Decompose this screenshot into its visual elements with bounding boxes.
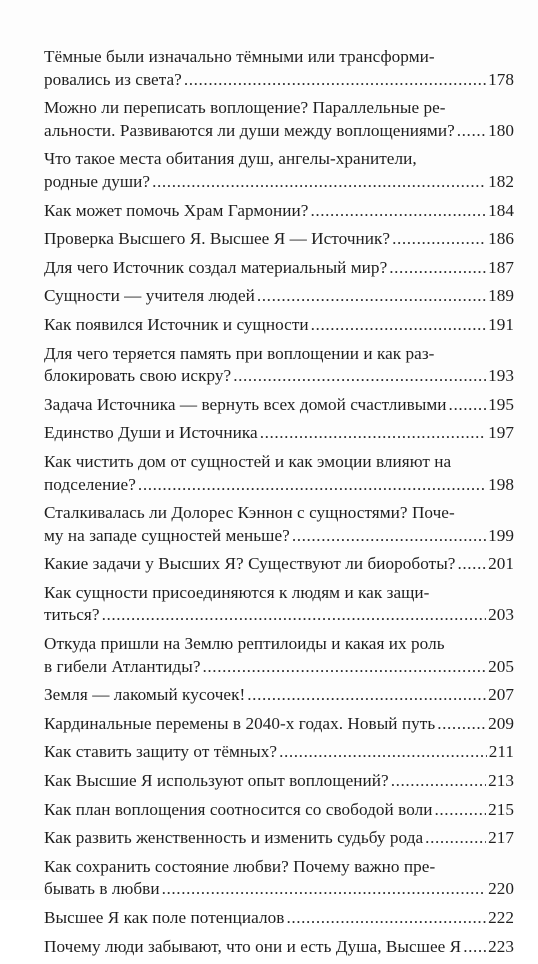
toc-entry-last-line — [44, 827, 514, 850]
toc-entry-title-line: Как чистить дом от сущностей и как эмоции влияют на — [44, 451, 452, 471]
toc-entry — [44, 451, 514, 496]
toc-entry-last-line — [44, 200, 514, 223]
toc-entry-title-line: блокировать свою искру? — [44, 366, 232, 386]
toc-entry-last-line — [44, 422, 514, 445]
toc-entry-title-line: родные души? — [44, 171, 151, 191]
toc-entry — [44, 502, 514, 547]
dot-leader — [138, 474, 486, 497]
toc-entry-title-line: Земля — лакомый кусочек! — [44, 685, 246, 705]
toc-entry-title-line: бывать в любви — [44, 879, 160, 899]
toc-entry-last-line — [44, 713, 514, 736]
toc-entry — [44, 343, 514, 388]
toc-page-number: 199 — [488, 525, 514, 545]
toc-entry-title-line: Для чего Источник создал материальный мир? — [44, 257, 388, 277]
toc-entry-title-line: подселение? — [44, 474, 136, 494]
toc-entry-title-line: Как ставить защиту от тёмных? — [44, 742, 278, 762]
toc-entry-title-line: Сущности — учителя людей — [44, 286, 255, 306]
dot-leader — [102, 604, 486, 627]
toc-entry-title-line: Кардинальные перемены в 2040-х годах. Новый путь — [44, 713, 436, 733]
toc-entry-title-line: Что такое места обитания душ, ангелы-хранители, — [44, 149, 417, 169]
toc-page-number: 217 — [488, 828, 514, 848]
toc-entry — [44, 713, 514, 736]
toc-page-number: 207 — [488, 685, 514, 705]
toc-entry — [44, 285, 514, 308]
toc-entry-title-line: му на западе сущностей меньше? — [44, 525, 290, 545]
toc-entry — [44, 633, 514, 678]
toc-entry-title-line: Высшее Я как поле потенциалов — [44, 908, 285, 927]
dot-leader — [463, 936, 486, 959]
toc-page-number: 197 — [488, 423, 514, 443]
toc-entry-last-line — [44, 394, 514, 417]
toc-entry-title-line: Как сохранить состояние любви? Почему важно пре- — [44, 856, 436, 876]
toc-page-number: 203 — [488, 605, 514, 625]
toc-entry-last-line — [44, 936, 514, 959]
dot-leader — [247, 684, 486, 707]
toc-page-number: 205 — [488, 656, 514, 676]
toc-page-number: 201 — [488, 554, 514, 574]
dot-leader — [391, 770, 486, 793]
dot-leader — [457, 553, 486, 576]
toc-entry — [44, 46, 514, 91]
toc-entry-last-line — [44, 474, 514, 497]
toc-entry-last-line — [44, 878, 514, 901]
toc-page-number: 193 — [488, 366, 514, 386]
toc-entry-title-line: Можно ли переписать воплощение? Параллельные ре- — [44, 98, 446, 118]
dot-leader — [203, 656, 487, 679]
toc-page-number: 222 — [488, 908, 514, 927]
toc-entry-title-line: Откуда пришли на Землю рептилоиды и какая их роль — [44, 634, 445, 654]
toc-entry — [44, 799, 514, 822]
toc-entry-last-line — [44, 69, 514, 92]
dot-leader — [152, 171, 486, 194]
toc-entry-title-line: Как сущности присоединяются к людям и как защи- — [44, 582, 430, 602]
toc-entry-last-line — [44, 684, 514, 707]
dot-leader — [437, 713, 486, 736]
dot-leader — [310, 200, 486, 223]
toc-entry — [44, 936, 514, 959]
toc-entry-last-line — [44, 257, 514, 280]
toc-page-number: 215 — [488, 799, 514, 819]
toc-page-number: 186 — [488, 229, 514, 249]
toc-entry — [44, 257, 514, 280]
toc-entry-title-line: Задача Источника — вернуть всех домой счастливыми — [44, 394, 447, 414]
toc-entry-title-line: Как появился Источник и сущности — [44, 314, 309, 334]
dot-leader — [233, 365, 486, 388]
dot-leader — [184, 69, 486, 92]
toc-page-number: 211 — [488, 742, 514, 762]
toc-entry — [44, 907, 514, 930]
toc-page-number: 213 — [488, 771, 514, 791]
toc-entry-title-line: Как может помочь Храм Гармонии? — [44, 200, 309, 220]
dot-leader — [311, 314, 486, 337]
toc-entry — [44, 684, 514, 707]
dot-leader — [457, 120, 486, 143]
toc-entry-title-line: Почему люди забывают, что они и есть Душа, Высшее Я — [44, 936, 462, 956]
toc-page-number: 195 — [488, 394, 514, 414]
toc-entry-title-line: Единство Души и Источника — [44, 423, 258, 443]
toc-entry-last-line — [44, 171, 514, 194]
toc-entry-last-line — [44, 907, 514, 930]
toc-entry-last-line — [44, 120, 514, 143]
dot-leader — [292, 525, 486, 548]
toc-entry-title-line: в гибели Атлантиды? — [44, 656, 201, 676]
dot-leader — [389, 257, 486, 280]
toc-page-number: 191 — [488, 314, 514, 334]
dot-leader — [260, 422, 486, 445]
toc-entry-title-line: Сталкивалась ли Долорес Кэннон с сущностями? Поче- — [44, 503, 455, 523]
toc-entry — [44, 741, 514, 764]
dot-leader — [425, 827, 486, 850]
dot-leader — [435, 799, 487, 822]
toc-entry — [44, 200, 514, 223]
toc-entry — [44, 228, 514, 251]
toc-entry — [44, 97, 514, 142]
table-of-contents — [44, 46, 514, 964]
toc-entry-title-line: Проверка Высшего Я. Высшее Я — Источник? — [44, 229, 391, 249]
toc-page-number: 198 — [488, 474, 514, 494]
toc-entry-title-line: Какие задачи у Высших Я? Существуют ли биороботы? — [44, 554, 456, 574]
toc-entry-title-line: титься? — [44, 605, 100, 625]
toc-entry-title-line: альности. Развиваются ли души между воплощениями? — [44, 120, 455, 140]
toc-entry — [44, 770, 514, 793]
toc-entry-title-line: ровались из света? — [44, 69, 182, 89]
toc-entry — [44, 553, 514, 576]
toc-entry — [44, 582, 514, 627]
toc-entry-last-line — [44, 365, 514, 388]
toc-entry — [44, 148, 514, 193]
toc-entry-title-line: Для чего теряется память при воплощении и как раз- — [44, 343, 435, 363]
toc-entry-title-line: Как Высшие Я используют опыт воплощений? — [44, 771, 389, 791]
toc-entry-last-line — [44, 553, 514, 576]
dot-leader — [449, 394, 487, 417]
toc-entry-last-line — [44, 741, 514, 764]
toc-entry — [44, 422, 514, 445]
dot-leader — [392, 228, 486, 251]
toc-entry — [44, 394, 514, 417]
toc-entry — [44, 856, 514, 901]
toc-entry-last-line — [44, 656, 514, 679]
toc-entry-last-line — [44, 799, 514, 822]
dot-leader — [279, 741, 487, 764]
toc-page-number: 220 — [488, 879, 514, 899]
toc-entry-title-line: Как развить женственность и изменить судьбу рода — [44, 828, 424, 848]
dot-leader — [257, 285, 486, 308]
toc-page-number: 223 — [488, 936, 514, 956]
toc-page-number: 189 — [488, 286, 514, 306]
dot-leader — [286, 907, 486, 930]
toc-page-number: 187 — [488, 257, 514, 277]
toc-page-number: 178 — [488, 69, 514, 89]
dot-leader — [162, 878, 486, 901]
toc-page-number: 180 — [488, 120, 514, 140]
toc-page-number: 182 — [488, 171, 514, 191]
toc-entry-last-line — [44, 770, 514, 793]
toc-entry-last-line — [44, 228, 514, 251]
toc-entry-last-line — [44, 604, 514, 627]
toc-page-number: 184 — [488, 200, 514, 220]
toc-entry-last-line — [44, 314, 514, 337]
toc-entry-title-line: Как план воплощения соотносится со свободой воли — [44, 799, 433, 819]
toc-entry-last-line — [44, 285, 514, 308]
toc-entry — [44, 314, 514, 337]
toc-entry-last-line — [44, 525, 514, 548]
toc-entry — [44, 827, 514, 850]
toc-page-number: 209 — [488, 713, 514, 733]
toc-entry-title-line: Тёмные были изначально тёмными или трансформи- — [44, 47, 435, 66]
